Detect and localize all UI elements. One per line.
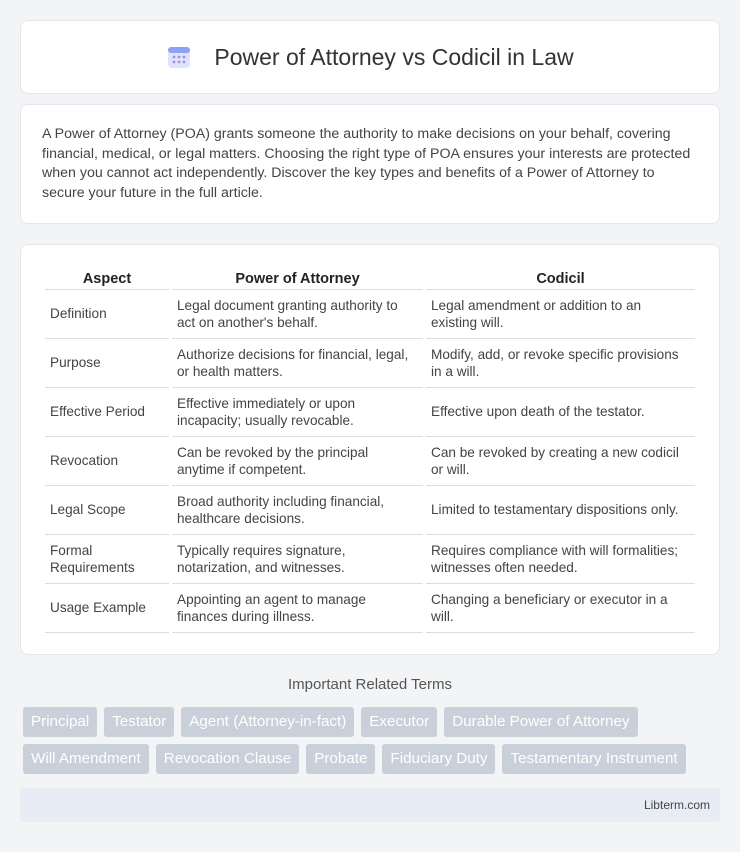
related-term-tag[interactable]: Agent (Attorney-in-fact) xyxy=(181,707,354,737)
table-row xyxy=(45,437,695,486)
cell-codicil: Changing a beneficiary or executor in a will. xyxy=(426,584,695,633)
cell-poa: Authorize decisions for financial, legal, or health matters. xyxy=(172,339,423,388)
cell-poa: Can be revoked by the principal anytime if competent. xyxy=(172,437,423,486)
cell-aspect: Definition xyxy=(45,290,169,339)
cell-aspect: Usage Example xyxy=(45,584,169,633)
table-row xyxy=(45,584,695,633)
related-term-tag[interactable]: Revocation Clause xyxy=(156,744,299,774)
cell-codicil: Can be revoked by creating a new codicil or will. xyxy=(426,437,695,486)
intro-card xyxy=(20,104,720,224)
table-row xyxy=(45,290,695,339)
cell-poa: Legal document granting authority to act on another's behalf. xyxy=(172,290,423,339)
footer xyxy=(20,788,720,822)
cell-poa: Effective immediately or upon incapacity; usually revocable. xyxy=(172,388,423,437)
cell-poa: Typically requires signature, notarization, and witnesses. xyxy=(172,535,423,584)
calendar-icon xyxy=(166,44,192,70)
cell-codicil: Legal amendment or addition to an existing will. xyxy=(426,290,695,339)
intro-text: A Power of Attorney (POA) grants someone the authority to make decisions on your behalf, covering financial, medical, or legal matters. Choosing the right type of POA ensures your interests are protected when you cannot act independently. Discover the key types and benefits of a Power of Attorney to secure your future in the full article. xyxy=(42,126,691,201)
comparison-table xyxy=(42,264,698,633)
table-row xyxy=(45,388,695,437)
related-term-tag[interactable]: Executor xyxy=(361,707,437,737)
cell-aspect: Effective Period xyxy=(45,388,169,437)
related-term-tag[interactable]: Testamentary Instrument xyxy=(502,744,685,774)
table-row xyxy=(45,339,695,388)
related-term-tag[interactable]: Fiduciary Duty xyxy=(382,744,495,774)
cell-aspect: Revocation xyxy=(45,437,169,486)
cell-codicil: Requires compliance with will formalities; witnesses often needed. xyxy=(426,535,695,584)
related-terms-list xyxy=(23,707,723,781)
related-term-tag[interactable]: Testator xyxy=(104,707,174,737)
title-card xyxy=(20,20,720,94)
related-term-tag[interactable]: Will Amendment xyxy=(23,744,149,774)
footer-link[interactable]: Libterm.com xyxy=(643,798,710,812)
related-term-tag[interactable]: Durable Power of Attorney xyxy=(444,707,637,737)
cell-poa: Broad authority including financial, healthcare decisions. xyxy=(172,486,423,535)
related-terms-title: Important Related Terms xyxy=(288,676,452,693)
table-row xyxy=(45,535,695,584)
related-term-tag[interactable]: Probate xyxy=(306,744,375,774)
cell-aspect: Legal Scope xyxy=(45,486,169,535)
comparison-card xyxy=(20,244,720,655)
header-poa: Power of Attorney xyxy=(172,264,423,290)
header-aspect: Aspect xyxy=(45,264,169,290)
cell-codicil: Modify, add, or revoke specific provisions in a will. xyxy=(426,339,695,388)
related-term-tag[interactable]: Principal xyxy=(23,707,97,737)
cell-aspect: Purpose xyxy=(45,339,169,388)
cell-poa: Appointing an agent to manage finances during illness. xyxy=(172,584,423,633)
header-codicil: Codicil xyxy=(426,264,695,290)
table-row xyxy=(45,486,695,535)
cell-aspect: Formal Requirements xyxy=(45,535,169,584)
page-title: Power of Attorney vs Codicil in Law xyxy=(214,43,574,70)
cell-codicil: Limited to testamentary dispositions only. xyxy=(426,486,695,535)
cell-codicil: Effective upon death of the testator. xyxy=(426,388,695,437)
